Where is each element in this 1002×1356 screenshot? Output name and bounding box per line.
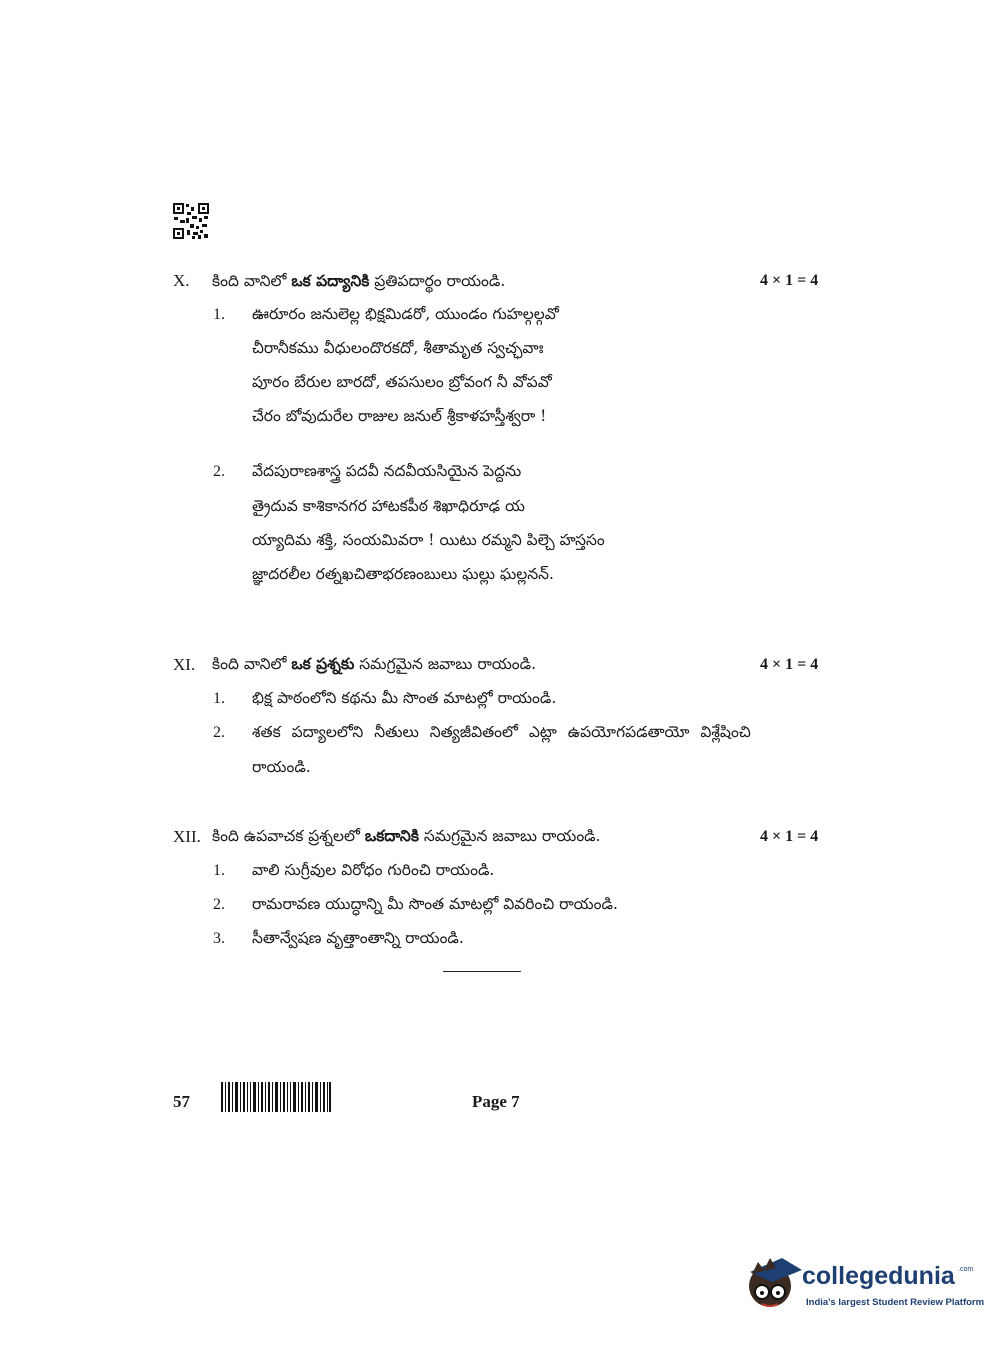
paper-code: 57 xyxy=(173,1092,190,1111)
item-number: 1. xyxy=(213,862,225,879)
brand-domain: .com xyxy=(958,1266,974,1273)
poem-line: పూరం బేరుల బారదో, తపసులం బ్రోవంగ నీ వోపవో xyxy=(252,373,552,391)
end-rule xyxy=(443,971,521,972)
section-xi-instruction xyxy=(212,654,536,677)
section-xi-instruction-pre: కింది వానిలో xyxy=(212,655,292,673)
section-x-instruction xyxy=(212,271,505,294)
section-xii-instruction-pre: కింది ఉపవాచక ప్రశ్నలలో xyxy=(212,827,365,845)
question-text: వాలి సుగ్రీవుల విరోధం గురించి రాయండి. xyxy=(252,861,495,879)
question-text: భిక్ష పాఠంలోని కథను మీ సొంత మాటల్లో రాయండి. xyxy=(252,689,557,707)
page-number: Page 7 xyxy=(472,1092,520,1111)
question-text: రామరావణ యుద్ధాన్ని మీ సొంత మాటల్లో వివరించి రాయండి. xyxy=(252,895,618,913)
section-xi-marks: 4 × 1 = 4 xyxy=(760,656,819,673)
brand-name: collegedunia xyxy=(802,1262,955,1290)
mascot-icon xyxy=(742,1250,804,1316)
section-x-instruction-bold: ఒక పద్యానికి xyxy=(291,271,370,290)
section-xii-instruction-bold: ఒకదానికి xyxy=(364,826,419,845)
item-number: 3. xyxy=(213,930,225,947)
barcode-icon xyxy=(221,1082,331,1112)
item-number: 1. xyxy=(213,306,225,323)
section-xii-number: XII. xyxy=(173,827,201,846)
section-xii-instruction xyxy=(212,826,601,849)
section-x-instruction-pre: కింది వానిలో xyxy=(212,272,292,290)
section-xii-instruction-post: సమగ్రమైన జవాబు రాయండి. xyxy=(418,827,601,845)
section-x-marks: 4 × 1 = 4 xyxy=(760,272,819,289)
poem-line: త్రైదువ కాశికానగర హాటకపీఠ శిఖాధిరూఢ య xyxy=(252,497,525,515)
poem-line: య్యాదిమ శక్తి, సంయమివరా ! యిటు రమ్మని పిల్చె హస్తసం xyxy=(252,531,605,549)
section-xi-instruction-post: సమగ్రమైన జవాబు రాయండి. xyxy=(354,655,537,673)
section-xi-number: XI. xyxy=(173,655,196,674)
item-number: 2. xyxy=(213,724,225,741)
question-text: రాయండి. xyxy=(252,758,311,776)
section-xii-marks: 4 × 1 = 4 xyxy=(760,828,819,845)
poem-line: ఊరూరం జనులెల్ల భిక్షమిడరో, యుండం గుహల్గల్గవో xyxy=(252,305,559,323)
qr-code-icon xyxy=(172,202,210,240)
item-number: 2. xyxy=(213,896,225,913)
poem-line: చేరం బోవుదురేల రాజుల జనుల్ శ్రీకాళహస్తీశ్వరా ! xyxy=(252,407,547,425)
section-x-instruction-post: ప్రతిపదార్థం రాయండి. xyxy=(369,272,506,290)
item-number: 2. xyxy=(213,463,225,480)
poem-line: వేదపురాణశాస్త్ర పదవీ నదవీయసియైన పెద్దను xyxy=(252,462,522,480)
poem-line: జ్ఞాదరలీల రత్నఖచితాభరణంబులు ఘల్లు ఘల్లనన్. xyxy=(252,565,554,583)
brand-tagline: India's largest Student Review Platform xyxy=(806,1297,985,1308)
poem-line: చీరానీకము వీధులందొరకదో, శీతామృత స్వచ్ఛవాః xyxy=(252,339,544,357)
item-number: 1. xyxy=(213,690,225,707)
question-text: శతక పద్యాలలోని నీతులు నిత్యజీవితంలో ఎట్లా ఉపయోగపడతాయో విశ్లేషించి xyxy=(252,723,751,741)
section-x-number: X. xyxy=(173,271,190,290)
question-text: సీతాన్వేషణ వృత్తాంతాన్ని రాయండి. xyxy=(252,929,464,947)
section-xi-instruction-bold: ఒక ప్రశ్నకు xyxy=(291,654,355,673)
